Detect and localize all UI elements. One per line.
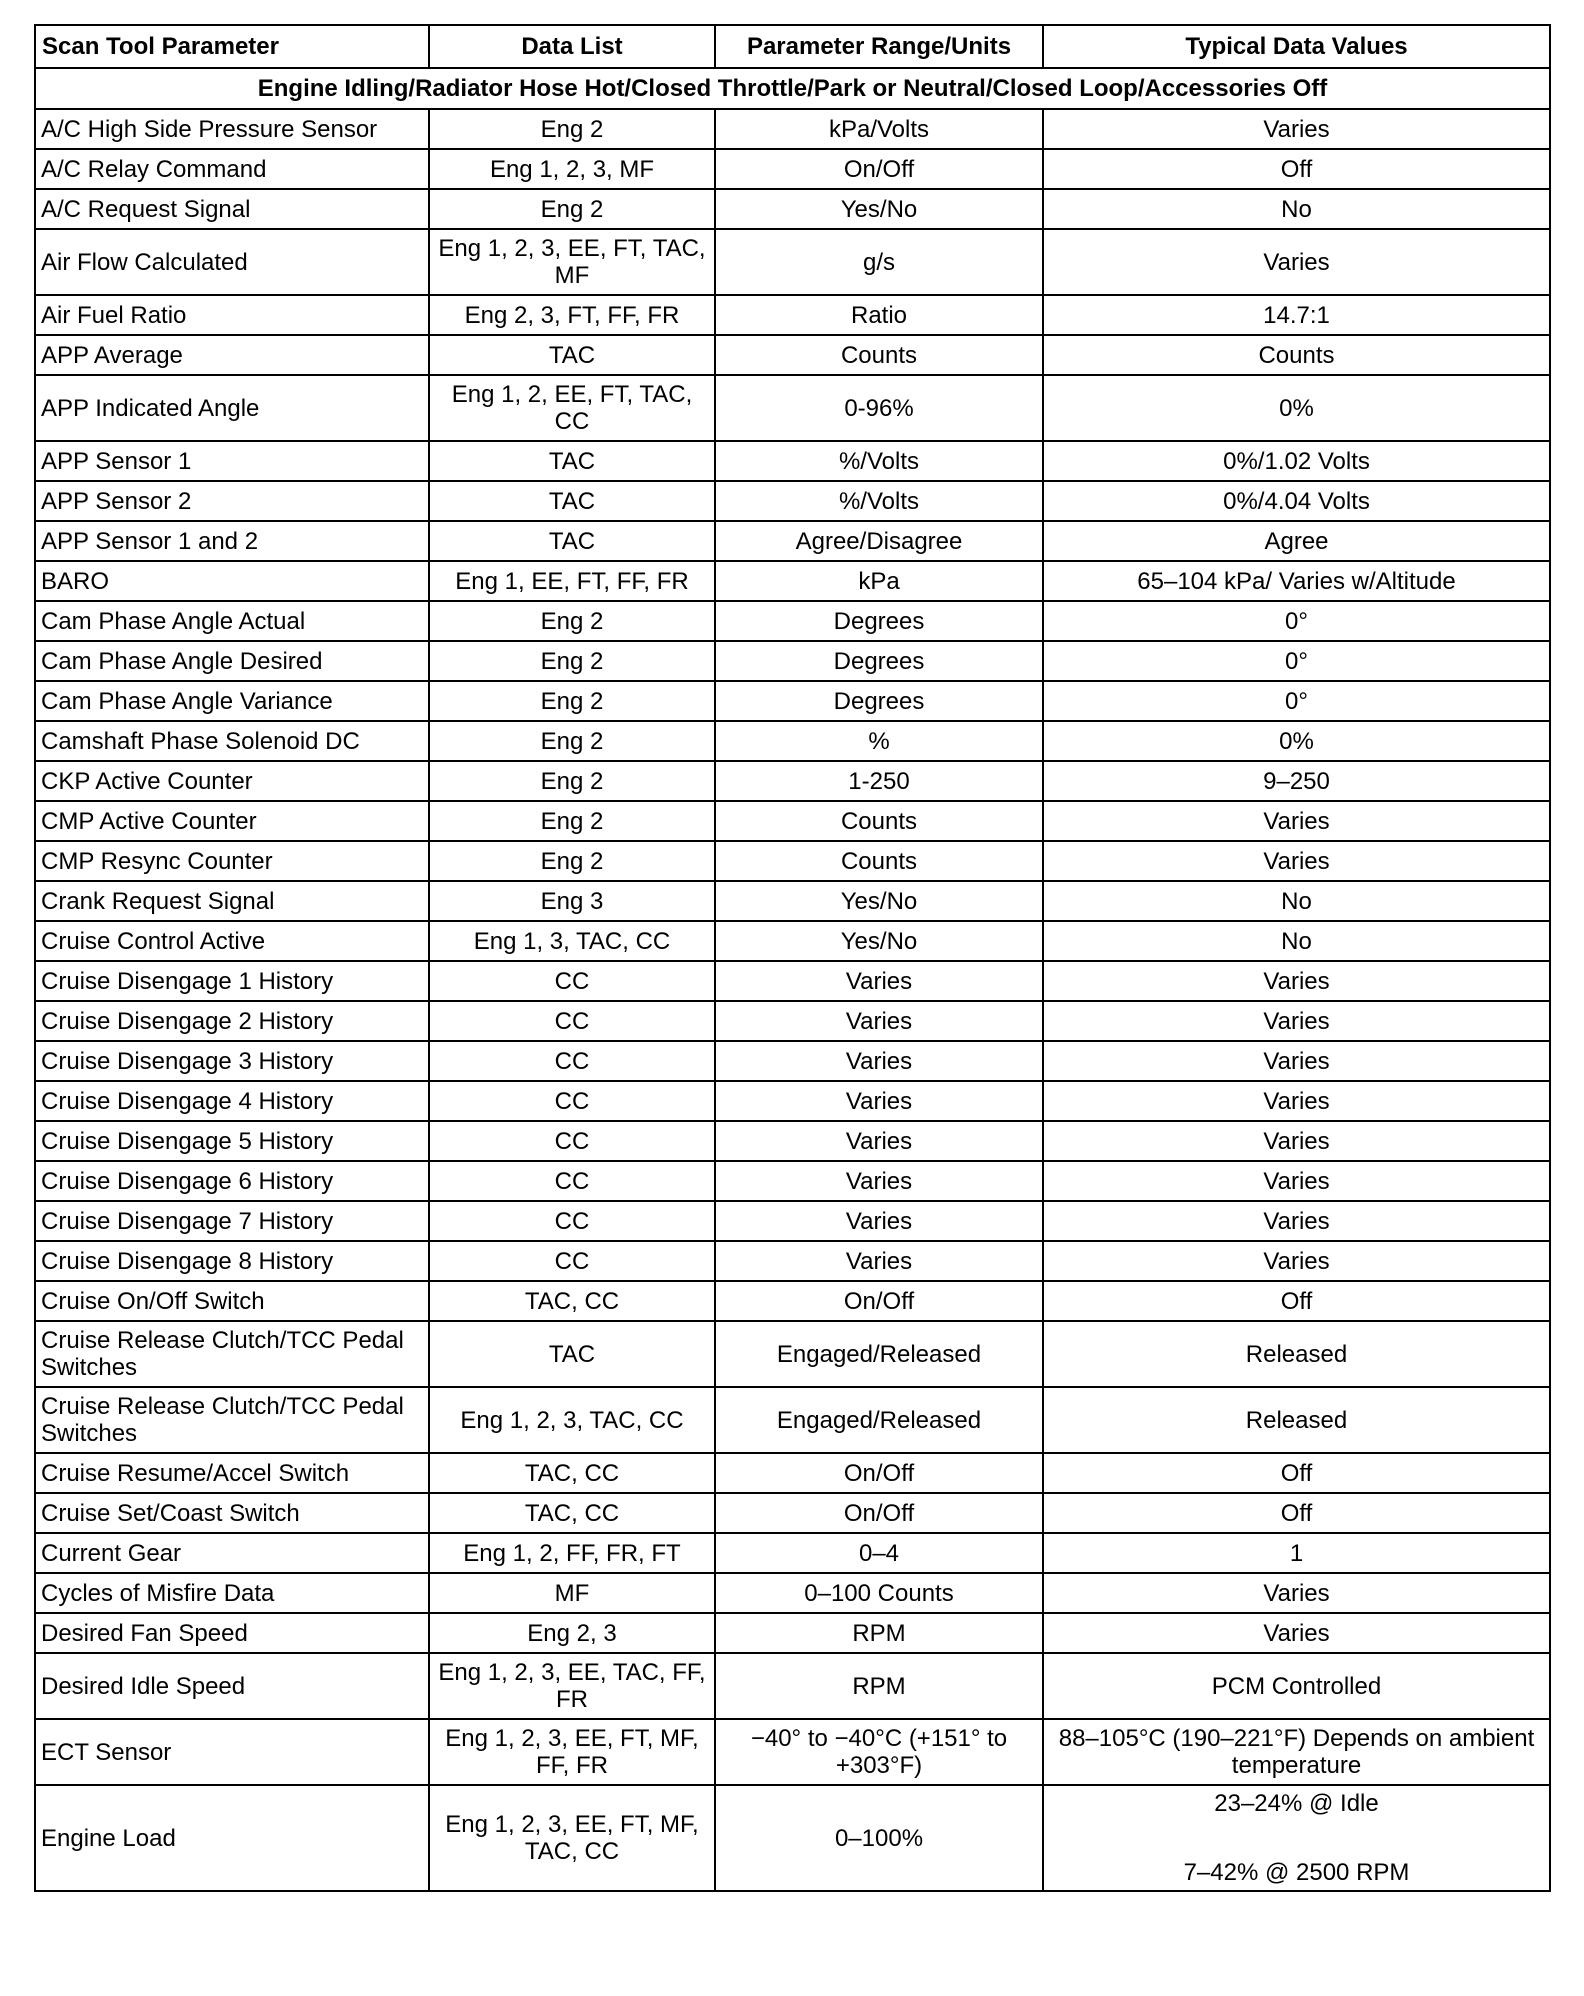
range-cell: RPM bbox=[715, 1613, 1043, 1653]
table-row bbox=[35, 801, 1550, 841]
table-row bbox=[35, 1081, 1550, 1121]
typical-value-idle: 23–24% @ Idle bbox=[1214, 1790, 1379, 1817]
data-list-cell: Eng 1, 2, EE, FT, TAC, CC bbox=[429, 375, 715, 441]
table-row bbox=[35, 375, 1550, 441]
parameter-cell: Air Fuel Ratio bbox=[35, 295, 429, 335]
table-row bbox=[35, 601, 1550, 641]
parameter-cell: Cruise Resume/Accel Switch bbox=[35, 1453, 429, 1493]
range-cell: Varies bbox=[715, 1001, 1043, 1041]
parameter-cell: Cruise Disengage 8 History bbox=[35, 1241, 429, 1281]
data-list-cell: Eng 2 bbox=[429, 721, 715, 761]
data-list-cell: Eng 2 bbox=[429, 109, 715, 149]
table-row bbox=[35, 961, 1550, 1001]
typical-value-cell: No bbox=[1043, 881, 1550, 921]
data-list-cell: Eng 2, 3 bbox=[429, 1613, 715, 1653]
typical-value-cell: Varies bbox=[1043, 1613, 1550, 1653]
typical-value-cell: 0° bbox=[1043, 641, 1550, 681]
table-row bbox=[35, 521, 1550, 561]
range-cell: 0–4 bbox=[715, 1533, 1043, 1573]
parameter-cell: Desired Idle Speed bbox=[35, 1653, 429, 1719]
range-cell: Counts bbox=[715, 801, 1043, 841]
table-row bbox=[35, 1121, 1550, 1161]
typical-value-cell: Varies bbox=[1043, 841, 1550, 881]
typical-value-cell: 88–105°C (190–221°F) Depends on ambient temperature bbox=[1043, 1719, 1550, 1785]
parameter-cell: APP Indicated Angle bbox=[35, 375, 429, 441]
parameter-cell: CMP Active Counter bbox=[35, 801, 429, 841]
typical-value-cell: Varies bbox=[1043, 1081, 1550, 1121]
parameter-cell: BARO bbox=[35, 561, 429, 601]
table-row bbox=[35, 109, 1550, 149]
range-cell: Varies bbox=[715, 1081, 1043, 1121]
typical-value-cell: Varies bbox=[1043, 801, 1550, 841]
typical-value-cell: PCM Controlled bbox=[1043, 1653, 1550, 1719]
header-typical-values: Typical Data Values bbox=[1043, 25, 1550, 68]
table-row bbox=[35, 641, 1550, 681]
typical-value-cell: Off bbox=[1043, 1453, 1550, 1493]
typical-value-cell bbox=[1043, 1785, 1550, 1891]
range-cell: 1-250 bbox=[715, 761, 1043, 801]
range-cell: RPM bbox=[715, 1653, 1043, 1719]
typical-value-cell: No bbox=[1043, 921, 1550, 961]
parameter-cell: APP Sensor 2 bbox=[35, 481, 429, 521]
table-row bbox=[35, 1453, 1550, 1493]
typical-value-cell: Counts bbox=[1043, 335, 1550, 375]
table-row bbox=[35, 1387, 1550, 1453]
parameter-cell: Desired Fan Speed bbox=[35, 1613, 429, 1653]
header-scan-tool-parameter: Scan Tool Parameter bbox=[35, 25, 429, 68]
typical-value-cell: No bbox=[1043, 189, 1550, 229]
range-cell: On/Off bbox=[715, 1281, 1043, 1321]
parameter-cell: Cruise Disengage 2 History bbox=[35, 1001, 429, 1041]
typical-value-cell: 0% bbox=[1043, 375, 1550, 441]
typical-value-cell: Released bbox=[1043, 1321, 1550, 1387]
parameter-cell: Cam Phase Angle Variance bbox=[35, 681, 429, 721]
table-row bbox=[35, 229, 1550, 295]
table-row bbox=[35, 149, 1550, 189]
range-cell: Varies bbox=[715, 1161, 1043, 1201]
data-list-cell: Eng 2 bbox=[429, 841, 715, 881]
table-row bbox=[35, 1241, 1550, 1281]
range-cell: Engaged/Released bbox=[715, 1321, 1043, 1387]
parameter-cell: Cruise Disengage 3 History bbox=[35, 1041, 429, 1081]
data-list-cell: TAC, CC bbox=[429, 1453, 715, 1493]
table-row bbox=[35, 1321, 1550, 1387]
table-row bbox=[35, 1533, 1550, 1573]
table-row bbox=[35, 561, 1550, 601]
data-list-cell: TAC bbox=[429, 441, 715, 481]
table-row bbox=[35, 1719, 1550, 1785]
parameter-cell: A/C Request Signal bbox=[35, 189, 429, 229]
data-list-cell: Eng 2 bbox=[429, 681, 715, 721]
data-list-cell: Eng 3 bbox=[429, 881, 715, 921]
range-cell: 0–100 Counts bbox=[715, 1573, 1043, 1613]
section-condition: Engine Idling/Radiator Hose Hot/Closed Throttle/Park or Neutral/Closed Loop/Accessories Off bbox=[35, 68, 1550, 109]
section-row bbox=[35, 68, 1550, 109]
parameter-cell: Cruise Release Clutch/TCC Pedal Switches bbox=[35, 1321, 429, 1387]
range-cell: Yes/No bbox=[715, 189, 1043, 229]
data-list-cell: CC bbox=[429, 1241, 715, 1281]
parameter-cell: Cruise Disengage 6 History bbox=[35, 1161, 429, 1201]
data-list-cell: Eng 1, 2, 3, EE, TAC, FF, FR bbox=[429, 1653, 715, 1719]
document-page bbox=[34, 24, 1549, 1892]
parameter-cell: Cruise Disengage 5 History bbox=[35, 1121, 429, 1161]
data-list-cell: CC bbox=[429, 1081, 715, 1121]
range-cell: On/Off bbox=[715, 1453, 1043, 1493]
parameter-cell: Cruise Control Active bbox=[35, 921, 429, 961]
table-row bbox=[35, 881, 1550, 921]
parameter-cell: ECT Sensor bbox=[35, 1719, 429, 1785]
range-cell: Counts bbox=[715, 335, 1043, 375]
typical-value-cell: 0% bbox=[1043, 721, 1550, 761]
parameter-cell: Camshaft Phase Solenoid DC bbox=[35, 721, 429, 761]
range-cell: Varies bbox=[715, 1201, 1043, 1241]
data-list-cell: Eng 2 bbox=[429, 189, 715, 229]
typical-value-cell: Off bbox=[1043, 1281, 1550, 1321]
range-cell: Ratio bbox=[715, 295, 1043, 335]
range-cell: Varies bbox=[715, 1241, 1043, 1281]
data-list-cell: Eng 1, 2, 3, EE, FT, MF, FF, FR bbox=[429, 1719, 715, 1785]
data-list-cell: CC bbox=[429, 961, 715, 1001]
parameter-cell: Engine Load bbox=[35, 1785, 429, 1891]
typical-value-cell: Varies bbox=[1043, 961, 1550, 1001]
typical-value-2500rpm: 7–42% @ 2500 RPM bbox=[1183, 1859, 1410, 1886]
table-row bbox=[35, 1573, 1550, 1613]
range-cell: 0–100% bbox=[715, 1785, 1043, 1891]
data-list-cell: Eng 1, 2, 3, MF bbox=[429, 149, 715, 189]
typical-value-cell: Varies bbox=[1043, 1161, 1550, 1201]
parameter-cell: Current Gear bbox=[35, 1533, 429, 1573]
range-cell: Yes/No bbox=[715, 921, 1043, 961]
data-list-cell: Eng 1, 2, 3, EE, FT, MF, TAC, CC bbox=[429, 1785, 715, 1891]
table-row bbox=[35, 1201, 1550, 1241]
range-cell: % bbox=[715, 721, 1043, 761]
data-list-cell: TAC, CC bbox=[429, 1281, 715, 1321]
range-cell: kPa bbox=[715, 561, 1043, 601]
parameter-cell: APP Average bbox=[35, 335, 429, 375]
range-cell: Varies bbox=[715, 1121, 1043, 1161]
parameter-cell: Cycles of Misfire Data bbox=[35, 1573, 429, 1613]
data-list-cell: TAC, CC bbox=[429, 1493, 715, 1533]
parameter-cell: CKP Active Counter bbox=[35, 761, 429, 801]
data-list-cell: Eng 1, 2, FF, FR, FT bbox=[429, 1533, 715, 1573]
typical-value-cell: Off bbox=[1043, 1493, 1550, 1533]
data-list-cell: CC bbox=[429, 1201, 715, 1241]
typical-value-cell: Varies bbox=[1043, 229, 1550, 295]
table-row bbox=[35, 1613, 1550, 1653]
range-cell: Counts bbox=[715, 841, 1043, 881]
parameter-cell: Cam Phase Angle Actual bbox=[35, 601, 429, 641]
table-row bbox=[35, 335, 1550, 375]
typical-value-cell: Agree bbox=[1043, 521, 1550, 561]
range-cell: Yes/No bbox=[715, 881, 1043, 921]
range-cell: kPa/Volts bbox=[715, 109, 1043, 149]
range-cell: %/Volts bbox=[715, 441, 1043, 481]
table-row bbox=[35, 1281, 1550, 1321]
typical-value-cell: Off bbox=[1043, 149, 1550, 189]
data-list-cell: Eng 1, 3, TAC, CC bbox=[429, 921, 715, 961]
header-data-list: Data List bbox=[429, 25, 715, 68]
range-cell: On/Off bbox=[715, 1493, 1043, 1533]
data-list-cell: Eng 1, 2, 3, TAC, CC bbox=[429, 1387, 715, 1453]
table-row bbox=[35, 481, 1550, 521]
table-row bbox=[35, 921, 1550, 961]
parameter-cell: APP Sensor 1 bbox=[35, 441, 429, 481]
data-list-cell: Eng 1, EE, FT, FF, FR bbox=[429, 561, 715, 601]
table-row bbox=[35, 1653, 1550, 1719]
table-row bbox=[35, 841, 1550, 881]
range-cell: Engaged/Released bbox=[715, 1387, 1043, 1453]
table-row bbox=[35, 1001, 1550, 1041]
table-row bbox=[35, 681, 1550, 721]
range-cell: g/s bbox=[715, 229, 1043, 295]
parameter-cell: APP Sensor 1 and 2 bbox=[35, 521, 429, 561]
range-cell: Degrees bbox=[715, 641, 1043, 681]
data-list-cell: CC bbox=[429, 1121, 715, 1161]
parameter-cell: Cruise Disengage 4 History bbox=[35, 1081, 429, 1121]
table-row bbox=[35, 761, 1550, 801]
typical-value-cell: 1 bbox=[1043, 1533, 1550, 1573]
typical-value-cell: Varies bbox=[1043, 1001, 1550, 1041]
parameter-cell: Air Flow Calculated bbox=[35, 229, 429, 295]
data-list-cell: Eng 2, 3, FT, FF, FR bbox=[429, 295, 715, 335]
parameter-cell: Cruise Disengage 1 History bbox=[35, 961, 429, 1001]
data-list-cell: TAC bbox=[429, 521, 715, 561]
parameter-cell: A/C Relay Command bbox=[35, 149, 429, 189]
table-row bbox=[35, 189, 1550, 229]
header-row bbox=[35, 25, 1550, 68]
range-cell: On/Off bbox=[715, 149, 1043, 189]
table-row bbox=[35, 721, 1550, 761]
range-cell: 0-96% bbox=[715, 375, 1043, 441]
data-list-cell: Eng 2 bbox=[429, 801, 715, 841]
typical-value-cell: 65–104 kPa/ Varies w/Altitude bbox=[1043, 561, 1550, 601]
parameter-cell: Cruise On/Off Switch bbox=[35, 1281, 429, 1321]
data-list-cell: CC bbox=[429, 1041, 715, 1081]
table-row bbox=[35, 295, 1550, 335]
data-list-cell: Eng 1, 2, 3, EE, FT, TAC, MF bbox=[429, 229, 715, 295]
table-row bbox=[35, 1493, 1550, 1533]
header-parameter-range: Parameter Range/Units bbox=[715, 25, 1043, 68]
typical-value-cell: 0° bbox=[1043, 681, 1550, 721]
typical-value-cell: 0° bbox=[1043, 601, 1550, 641]
data-list-cell: TAC bbox=[429, 481, 715, 521]
range-cell: Degrees bbox=[715, 681, 1043, 721]
range-cell: Agree/Disagree bbox=[715, 521, 1043, 561]
typical-value-cell: Varies bbox=[1043, 1201, 1550, 1241]
parameter-cell: Cruise Set/Coast Switch bbox=[35, 1493, 429, 1533]
table-row bbox=[35, 1041, 1550, 1081]
typical-value-cell: Released bbox=[1043, 1387, 1550, 1453]
table-row bbox=[35, 441, 1550, 481]
typical-value-cell: Varies bbox=[1043, 1573, 1550, 1613]
data-list-cell: CC bbox=[429, 1001, 715, 1041]
data-list-cell: MF bbox=[429, 1573, 715, 1613]
scan-tool-data-table bbox=[34, 24, 1551, 1892]
data-list-cell: TAC bbox=[429, 1321, 715, 1387]
typical-value-cell: Varies bbox=[1043, 1241, 1550, 1281]
typical-value-cell: Varies bbox=[1043, 109, 1550, 149]
typical-value-cell: 9–250 bbox=[1043, 761, 1550, 801]
parameter-cell: CMP Resync Counter bbox=[35, 841, 429, 881]
data-list-cell: Eng 2 bbox=[429, 761, 715, 801]
typical-value-cell: Varies bbox=[1043, 1041, 1550, 1081]
typical-value-cell: 0%/1.02 Volts bbox=[1043, 441, 1550, 481]
range-cell: −40° to −40°C (+151° to +303°F) bbox=[715, 1719, 1043, 1785]
typical-value-cell: 0%/4.04 Volts bbox=[1043, 481, 1550, 521]
parameter-cell: A/C High Side Pressure Sensor bbox=[35, 109, 429, 149]
data-list-cell: Eng 2 bbox=[429, 641, 715, 681]
range-cell: %/Volts bbox=[715, 481, 1043, 521]
typical-value-cell: Varies bbox=[1043, 1121, 1550, 1161]
data-list-cell: Eng 2 bbox=[429, 601, 715, 641]
typical-value-cell: 14.7:1 bbox=[1043, 295, 1550, 335]
range-cell: Varies bbox=[715, 961, 1043, 1001]
table-row bbox=[35, 1161, 1550, 1201]
parameter-cell: Crank Request Signal bbox=[35, 881, 429, 921]
parameter-cell: Cruise Disengage 7 History bbox=[35, 1201, 429, 1241]
data-list-cell: TAC bbox=[429, 335, 715, 375]
range-cell: Degrees bbox=[715, 601, 1043, 641]
range-cell: Varies bbox=[715, 1041, 1043, 1081]
parameter-cell: Cruise Release Clutch/TCC Pedal Switches bbox=[35, 1387, 429, 1453]
parameter-cell: Cam Phase Angle Desired bbox=[35, 641, 429, 681]
data-list-cell: CC bbox=[429, 1161, 715, 1201]
table-row bbox=[35, 1785, 1550, 1891]
